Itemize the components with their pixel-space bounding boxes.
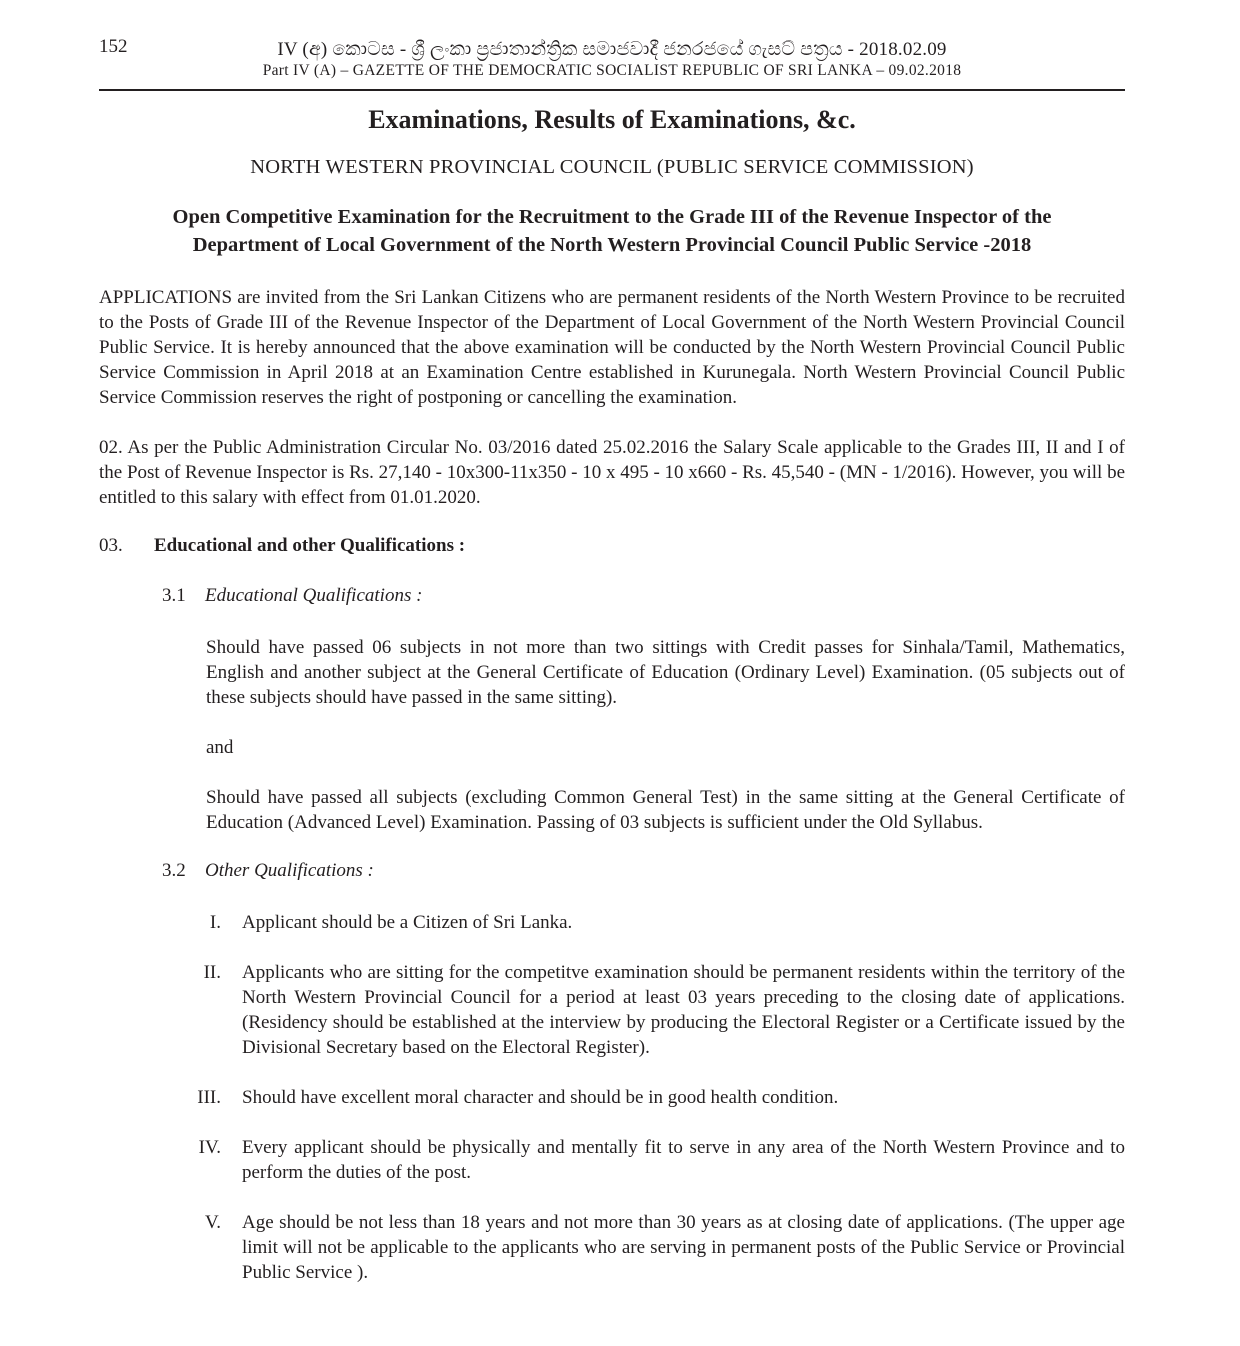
al-qualification-paragraph: Should have passed all subjects (excluding Common General Test) in the same sitting at the General Certificate of Education (Advanced Level) Examination. Passing of 03 subjects is sufficient under the Old Syllabus. [206, 787, 1125, 833]
item-numeral: IV. [198, 1137, 221, 1158]
header-rule [99, 89, 1125, 91]
item-numeral: I. [209, 912, 221, 933]
header-english-title: Part IV (A) – GAZETTE OF THE DEMOCRATIC SOCIALIST REPUBLIC OF SRI LANKA – 09.02.2018 [262, 62, 962, 79]
section-title: Examinations, Results of Examinations, &c. [368, 105, 856, 134]
header-sinhala-title: IV (අ) කොටස - ශ්‍රී ලංකා ප්‍රජාතාන්ත්‍රික සමාජවාදී ජනරජයේ ගැසට් පත්‍රය - 2018.02.09 [277, 39, 947, 60]
item-text: Every applicant should be physically and mentally fit to serve in any area of the North Western Province and to perform the duties of the post. [242, 1137, 1125, 1183]
subsection-3-1-title: Educational Qualifications : [205, 585, 423, 606]
exam-title-line-1: Open Competitive Examination for the Recruitment to the Grade III of the Revenue Inspector of the [172, 206, 1052, 228]
item-text: Applicant should be a Citizen of Sri Lanka. [242, 912, 573, 933]
and-text: and [206, 737, 234, 758]
subsection-3-1-heading [162, 585, 422, 607]
council-title: NORTH WESTERN PROVINCIAL COUNCIL (PUBLIC SERVICE COMMISSION) [250, 156, 974, 178]
subsection-3-1-number: 3.1 [162, 585, 186, 606]
item-numeral: II. [203, 962, 221, 983]
gazette-page [99, 30, 1125, 1283]
paragraph-salary: 02. As per the Public Administration Circular No. 03/2016 dated 25.02.2016 the Salary Scale applicable to the Grades III, II and I of the Post of Revenue Inspector is Rs. 27,140 - 10x300-11x350 - 10 x 495 - 10 x660 - Rs. 45,540 - (MN - 1/2016). However, you will be entitled to this salary with effect from 01.01.2020. [99, 437, 1125, 508]
page-header [99, 30, 1125, 90]
item-numeral: V. [204, 1212, 221, 1233]
ol-qualification-paragraph: Should have passed 06 subjects in not more than two sittings with Credit passes for Sinhala/Tamil, Mathematics, English and another subject at the General Certificate of Education (Ordinary Level) Examination. (05 subjects out of these subjects should have passed in the same sitting). [206, 637, 1125, 708]
item-text: Age should be not less than 18 years and not more than 30 years as at closing date of applications. (The upper age limit will not be applicable to the applicants who are serving in permanent posts of the Public Service or Provincial Public Service ). [242, 1212, 1125, 1283]
subsection-3-2-title: Other Qualifications : [205, 860, 374, 881]
section-3-heading [99, 535, 465, 557]
paragraph-applications: APPLICATIONS are invited from the Sri Lankan Citizens who are permanent residents of the North Western Province to be recruited to the Posts of Grade III of the Revenue Inspector of the Department of Local Government of the North Western Provincial Council Public Service. It is hereby announced that the above examination will be conducted by the North Western Provincial Council Public Service Commission in April 2018 at an Examination Centre established in Kurunegala. North Western Provincial Council Public Service Commission reserves the right of postponing or cancelling the examination. [99, 287, 1125, 408]
section-3-number: 03. [99, 535, 123, 556]
exam-title [99, 203, 1125, 259]
section-3-title: Educational and other Qualifications : [154, 535, 466, 556]
page-number: 152 [99, 36, 128, 57]
item-text: Should have excellent moral character and should be in good health condition. [242, 1087, 839, 1108]
exam-title-line-2: Department of Local Government of the North Western Provincial Council Public Service -2018 [192, 234, 1032, 256]
subsection-3-2-number: 3.2 [162, 860, 186, 881]
subsection-3-2-heading [162, 860, 374, 882]
item-numeral: III. [197, 1087, 221, 1108]
item-text: Applicants who are sitting for the competitve examination should be permanent residents within the territory of the North Western Provincial Council for a period at least 03 years preceding to the closing date of applications. (Residency should be established at the interview by producing the Electoral Register or a Certificate issued by the Divisional Secretary based on the Electoral Register). [242, 962, 1125, 1058]
